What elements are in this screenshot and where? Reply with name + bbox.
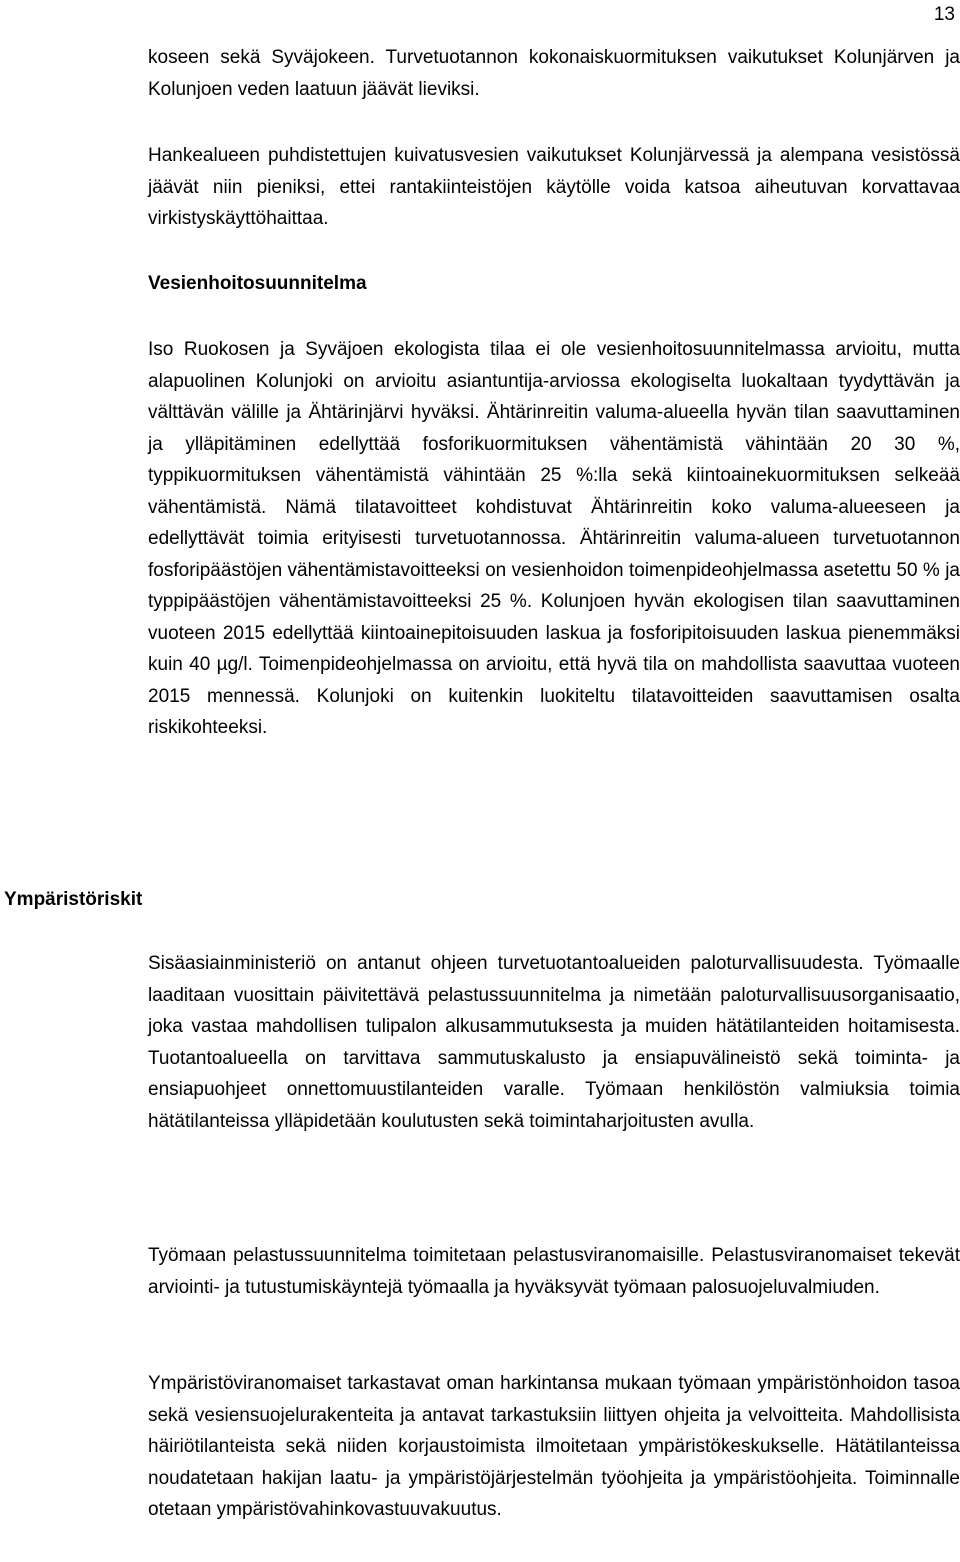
paragraph-6-container: [148, 1368, 960, 1526]
paragraph-fire-safety: Sisäasiainministeriö on antanut ohjeen turvetuotantoalueiden paloturvallisuudesta. Työmaalle laaditaan vuosittain päivitettävä pelastussuunnitelma ja nimetään paloturvallisuusorganisaatio, joka vastaa mahdollisen tulipalon alkusammutuksesta ja muiden hätätilanteiden hoitamisesta. Tuotantoalueella on tarvittava sammutuskalusto ja ensiapuvälineistö sekä toiminta- ja ensiapuohjeet onnettomuustilanteiden varalle. Työmaan henkilöstön valmiuksia toimia hätätilanteissa ylläpidetään koulutusten sekä toimintaharjoitusten avulla.: [148, 953, 960, 1132]
paragraph-1-container: [148, 42, 960, 105]
paragraph-rescue-plan: Työmaan pelastussuunnitelma toimitetaan pelastusviranomaisille. Pelastusviranomaiset tekevät arviointi- ja tutustumiskäyntejä työmaalla ja hyväksyvät työmaan palosuojeluvalmiuden.: [148, 1245, 960, 1298]
section-heading-vesienhoitosuunnitelma: Vesienhoitosuunnitelma: [148, 273, 367, 294]
paragraph-2-container: [148, 140, 960, 235]
paragraph-ecological-status: Iso Ruokosen ja Syväjoen ekologista tilaa ei ole vesienhoitosuunnitelmassa arvioitu, mutta alapuolinen Kolunjoki on arvioitu asiantuntija-arviossa ekologiselta luokaltaan tyydyttävän ja välttävän välille ja Ähtärinjärvi hyväksi. Ähtärinreitin valuma-alueella hyvän tilan saavuttaminen ja ylläpitäminen edellyttää fosforikuormituksen vähentämistä vähintään 20 30 %, typpikuormituksen vähentämistä vähintään 25 %:lla sekä kiintoainekuormituksen selkeää vähentämistä. Nämä tilatavoitteet kohdistuvat Ähtärinreitin koko valuma-alueeseen ja edellyttävät toimia erityisesti turvetuotannossa. Ähtärinreitin valuma-alueen turvetuotannon fosforipäästöjen vähentämistavoitteeksi on vesienhoidon toimenpideohjelmassa asetettu 50 % ja typpipäästöjen vähentämistavoitteeksi 25 %. Kolunjoen hyvän ekologisen tilan saavuttaminen vuoteen 2015 edellyttää kiintoainepitoisuuden laskua ja fosforipitoisuuden laskua pienemmäksi kuin 40 µg/l. Toimenpideohjelmassa on arvioitu, että hyvä tila on mahdollista saavuttaa vuoteen 2015 mennessä. Kolunjoki on kuitenkin luokiteltu tilatavoitteiden saavuttamisen osalta riskikohteeksi.: [148, 339, 960, 738]
paragraph-5-container: [148, 1240, 960, 1303]
side-heading-ymparistoriskit: Ympäristöriskit: [4, 889, 143, 910]
paragraph-environmental-authorities: Ympäristöviranomaiset tarkastavat oman harkintansa mukaan työmaan ympäristönhoidon tasoa sekä vesiensuojelurakenteita ja antavat tarkastuksiin liittyen ohjeita ja velvoitteita. Mahdollisista häiriötilanteista sekä niiden korjaustoimista ilmoitetaan ympäristökeskukselle. Hätätilanteissa noudatetaan hakijan laatu- ja ympäristöjärjestelmän työohjeita ja ympäristöohjeita. Toiminnalle otetaan ympäristövahinkovastuuvakuutus.: [148, 1373, 960, 1520]
paragraph-3-container: [148, 334, 960, 744]
paragraph-impact-summary: koseen sekä Syväjokeen. Turvetuotannon kokonaiskuormituksen vaikutukset Kolunjärven ja Kolunjoen veden laatuun jäävät lieviksi.: [148, 47, 960, 100]
page-number: 13: [933, 4, 955, 25]
paragraph-recreational-use: Hankealueen puhdistettujen kuivatusvesien vaikutukset Kolunjärvessä ja alempana vesistössä jäävät niin pieniksi, ettei rantakiinteistöjen käytölle voida katsoa aiheutuvan korvattavaa virkistyskäyttöhaittaa.: [148, 145, 960, 229]
paragraph-4-container: [148, 948, 960, 1137]
